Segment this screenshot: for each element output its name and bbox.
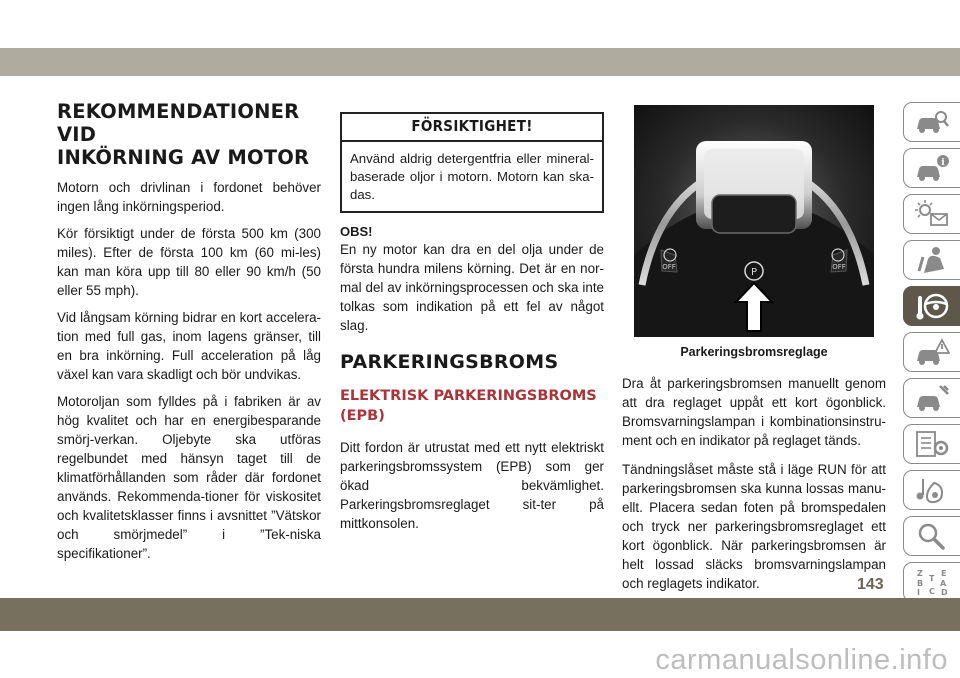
epb-paragraph: Ditt fordon är utrustat med ett nytt elektriskt parkeringsbromssystem (EPB) som ger ökad bekvämlighet. Parkeringsbromsreglaget sit-ter på mittkonsolen. bbox=[340, 440, 604, 531]
svg-text:B: B bbox=[917, 579, 924, 588]
break-in-title: REKOMMENDATIONER VID INKÖRNING AV MOTOR bbox=[57, 100, 310, 169]
svg-text:P: P bbox=[750, 267, 758, 278]
car-magnifier-icon bbox=[914, 107, 950, 137]
svg-text:i: i bbox=[941, 158, 945, 168]
steering-wheel-icon bbox=[914, 291, 950, 321]
svg-text:A: A bbox=[940, 579, 947, 588]
tab-car-info[interactable] bbox=[903, 148, 960, 188]
caution-text: Använd aldrig detergentfria eller mineral-baserade oljor i motorn. Motorn kan ska-das. bbox=[350, 151, 594, 202]
note-heading: OBS! bbox=[340, 224, 373, 239]
paragraph: Tändningslåset måste stå i läge RUN för att parkeringsbromsen ska kunna lossas manu-ellt. Placera sedan foten på bromspedalen och tryck ner parkeringsbromsreglaget ett kort ögonblick. När parkeringsbromsen är helt lossad släcks bromsvarningslampan och reglagets indikator. bbox=[622, 462, 886, 591]
subsection-title-epb: ELEKTRISK PARKERINGSBROMS (EPB) bbox=[340, 388, 597, 424]
photo-caption: Parkeringsbromsreglage bbox=[680, 345, 828, 359]
tab-multimedia[interactable] bbox=[903, 470, 960, 510]
multimedia-icon bbox=[914, 475, 950, 505]
tab-index[interactable] bbox=[903, 562, 960, 602]
tab-roadside-warning[interactable] bbox=[903, 332, 960, 372]
search-icon bbox=[914, 521, 950, 551]
svg-text:D: D bbox=[941, 588, 948, 597]
airbag-seat-icon bbox=[914, 245, 950, 275]
page-number: 143 bbox=[857, 576, 884, 593]
svg-text:C: C bbox=[929, 587, 935, 596]
top-band bbox=[0, 48, 960, 76]
tab-specifications[interactable] bbox=[903, 424, 960, 464]
svg-text:Z: Z bbox=[917, 569, 923, 578]
tab-warning-lights[interactable] bbox=[903, 194, 960, 234]
warning-lights-icon bbox=[914, 199, 950, 229]
chapter-tabs bbox=[895, 102, 960, 608]
paragraph: Motoroljan som fylldes på i fabriken är av hög kvalitet och har en energibesparande smörj-verkan. Oljebyte ska utföras regelbundet med hänsyn taget till de klimatförhållanden som råder där fordonet används. Rekommenda-tioner för viskositet och kvalitetsklasser finns i avsnittet ”Vätskor och smörjmedel” i ”Tek-niska specifikationer”. bbox=[57, 394, 321, 561]
car-info-icon bbox=[914, 153, 950, 183]
photo-label-off-left: OFF bbox=[662, 263, 676, 271]
column-parking-brake-switch bbox=[622, 100, 886, 603]
car-service-icon bbox=[914, 383, 950, 413]
svg-text:I: I bbox=[917, 588, 920, 597]
tab-car-magnifier[interactable] bbox=[903, 102, 960, 142]
index-icon bbox=[914, 567, 950, 597]
paragraph: Kör försiktigt under de första 500 km (300 miles). Efter de första 100 km (60 mi-les) kan man köra upp till 80 eller 90 km/h (50 eller 55 mph). bbox=[57, 226, 321, 298]
tab-starting-operating[interactable] bbox=[903, 286, 960, 326]
roadside-warning-icon bbox=[914, 337, 950, 367]
paragraph: Motorn och drivlinan i fordonet behöver ingen lång inkörningsperiod. bbox=[57, 180, 321, 214]
svg-text:T: T bbox=[929, 574, 935, 583]
caution-box bbox=[340, 112, 604, 213]
paragraph: Vid långsam körning bidrar en kort accelera-tion med full gas, inom lagens gränser, till en bra inkörning. Full acceleration på låg växel kan vara skadligt och bör undvikas. bbox=[57, 310, 321, 382]
section-title-parking-brake: PARKERINGSBROMS bbox=[340, 351, 559, 373]
photo-label-off-right: OFF bbox=[832, 263, 846, 271]
tab-airbag-seat[interactable] bbox=[903, 240, 960, 280]
watermark-text: carmanualsonline.info bbox=[655, 644, 948, 676]
column-break-in bbox=[57, 100, 321, 571]
paragraph: Dra åt parkeringsbromsen manuellt genom att dra reglaget uppåt ett kort ögonblick. Bromsvarningslampan i kombinationsinstru-ment och en indikator på reglaget tänds. bbox=[622, 376, 886, 448]
caution-heading: FÖRSIKTIGHET! bbox=[342, 114, 602, 142]
tab-search[interactable] bbox=[903, 516, 960, 556]
column-warning-parking bbox=[340, 106, 604, 541]
bottom-band bbox=[0, 598, 960, 631]
parking-brake-switch-photo bbox=[634, 105, 874, 337]
tab-car-service[interactable] bbox=[903, 378, 960, 418]
svg-text:E: E bbox=[941, 569, 947, 578]
note-text: En ny motor kan dra en del olja under de första hundra milens körning. Det är en nor-mal del av inkörningsprocessen och ska inte tolkas som indikation på ett fel av något slag. bbox=[340, 242, 604, 333]
specifications-icon bbox=[914, 429, 950, 459]
